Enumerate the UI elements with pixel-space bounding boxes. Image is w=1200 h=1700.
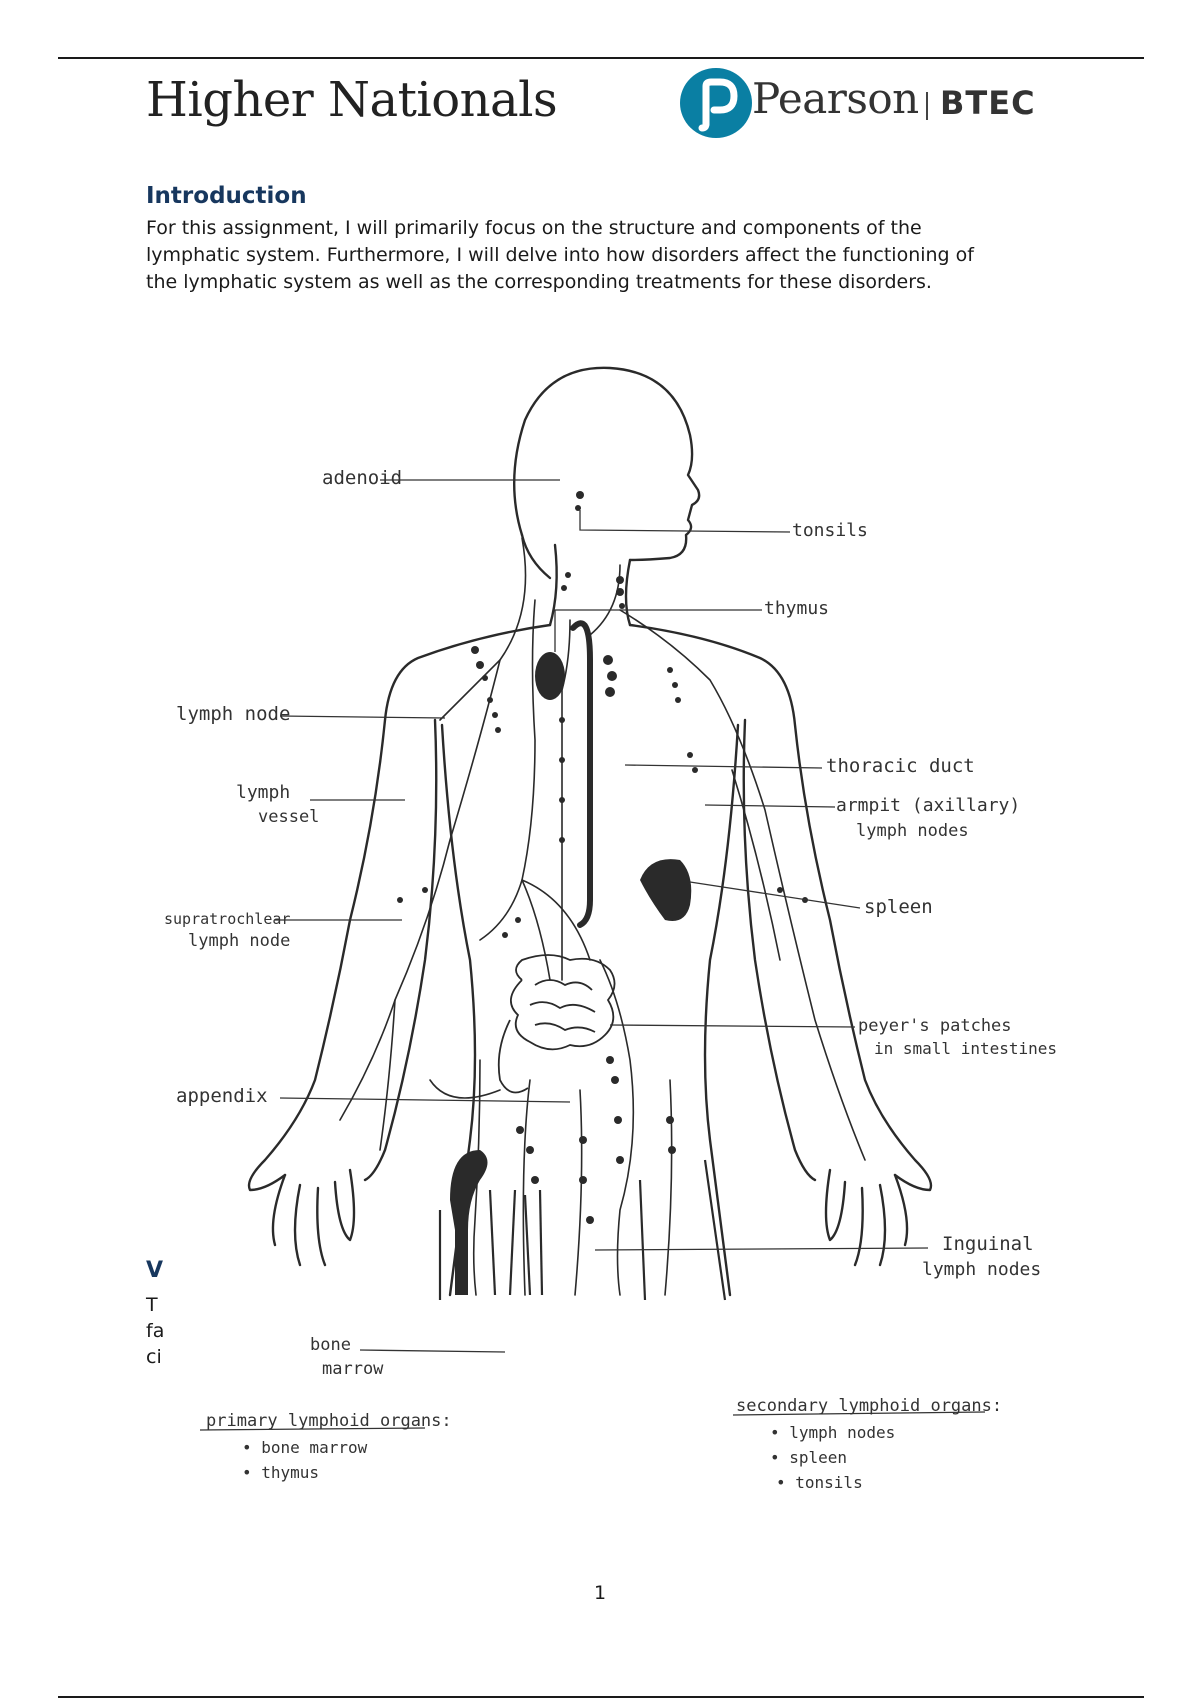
label-lymph-vessel-line2: vessel bbox=[258, 807, 320, 827]
label-peyers-line1: peyer's patches bbox=[858, 1016, 1012, 1036]
femoral-vessel bbox=[450, 1150, 488, 1295]
label-bone-marrow-line2: marrow bbox=[322, 1359, 384, 1379]
label-supratrochlear-line2: lymph node bbox=[188, 931, 291, 951]
label-inguinal-line1: Inguinal bbox=[942, 1233, 1034, 1255]
small-intestine bbox=[499, 955, 615, 1093]
label-lymph-vessel-line1: lymph bbox=[236, 782, 291, 803]
primary-organs-item: • thymus bbox=[242, 1463, 320, 1482]
label-supratrochlear-line1: supratrochlear bbox=[164, 910, 291, 928]
label-thoracic-duct: thoracic duct bbox=[826, 755, 975, 777]
label-bone-marrow-line1: bone bbox=[310, 1335, 351, 1355]
pearson-brand-text: Pearson bbox=[752, 74, 919, 123]
label-lymph-node: lymph node bbox=[176, 703, 291, 725]
intro-line: the lymphatic system as well as the corresponding treatments for these disorders. bbox=[146, 271, 932, 293]
thoracic-duct bbox=[573, 623, 590, 925]
leader-lines bbox=[200, 480, 985, 1430]
intro-line: For this assignment, I will primarily focus on the structure and components of the bbox=[146, 217, 922, 239]
page-number: 1 bbox=[593, 1582, 607, 1604]
label-armpit-line1: armpit (axillary) bbox=[836, 795, 1021, 816]
btec-brand-text: BTEC bbox=[940, 84, 1036, 122]
label-peyers-line2: in small intestines bbox=[874, 1039, 1058, 1058]
lymph-vessels bbox=[340, 538, 865, 1295]
label-thymus: thymus bbox=[764, 598, 830, 619]
label-adenoid: adenoid bbox=[322, 467, 403, 489]
label-spleen: spleen bbox=[864, 896, 933, 918]
obscured-text-line: fa bbox=[146, 1320, 165, 1342]
secondary-organs-item: • spleen bbox=[770, 1448, 848, 1467]
primary-organs-title: primary lymphoid organs: bbox=[206, 1411, 452, 1431]
label-inguinal-line2: lymph nodes bbox=[922, 1259, 1042, 1280]
label-tonsils: tonsils bbox=[792, 520, 868, 541]
secondary-organs-item: • tonsils bbox=[776, 1473, 863, 1492]
obscured-heading: V bbox=[146, 1258, 164, 1283]
secondary-organs-item: • lymph nodes bbox=[770, 1423, 896, 1442]
label-appendix: appendix bbox=[176, 1085, 268, 1107]
footer-rule bbox=[58, 1696, 1144, 1698]
obscured-text-line: ci bbox=[146, 1346, 162, 1368]
intro-paragraph bbox=[146, 215, 1046, 296]
section-heading: Introduction bbox=[146, 183, 307, 209]
obscured-text-line: T bbox=[146, 1294, 158, 1316]
logo-separator bbox=[926, 92, 928, 120]
thymus-organ bbox=[535, 652, 565, 700]
header-rule bbox=[58, 57, 1144, 59]
pearson-logo-icon bbox=[676, 66, 756, 140]
page-header-title: Higher Nationals bbox=[146, 72, 558, 128]
label-armpit-line2: lymph nodes bbox=[856, 821, 969, 841]
lymphatic-system-diagram bbox=[150, 360, 1058, 1510]
spleen-organ bbox=[640, 859, 691, 921]
primary-organs-item: • bone marrow bbox=[242, 1438, 368, 1457]
secondary-organs-title: secondary lymphoid organs: bbox=[736, 1396, 1003, 1416]
intro-line: lymphatic system. Furthermore, I will delve into how disorders affect the functioning of bbox=[146, 244, 974, 266]
